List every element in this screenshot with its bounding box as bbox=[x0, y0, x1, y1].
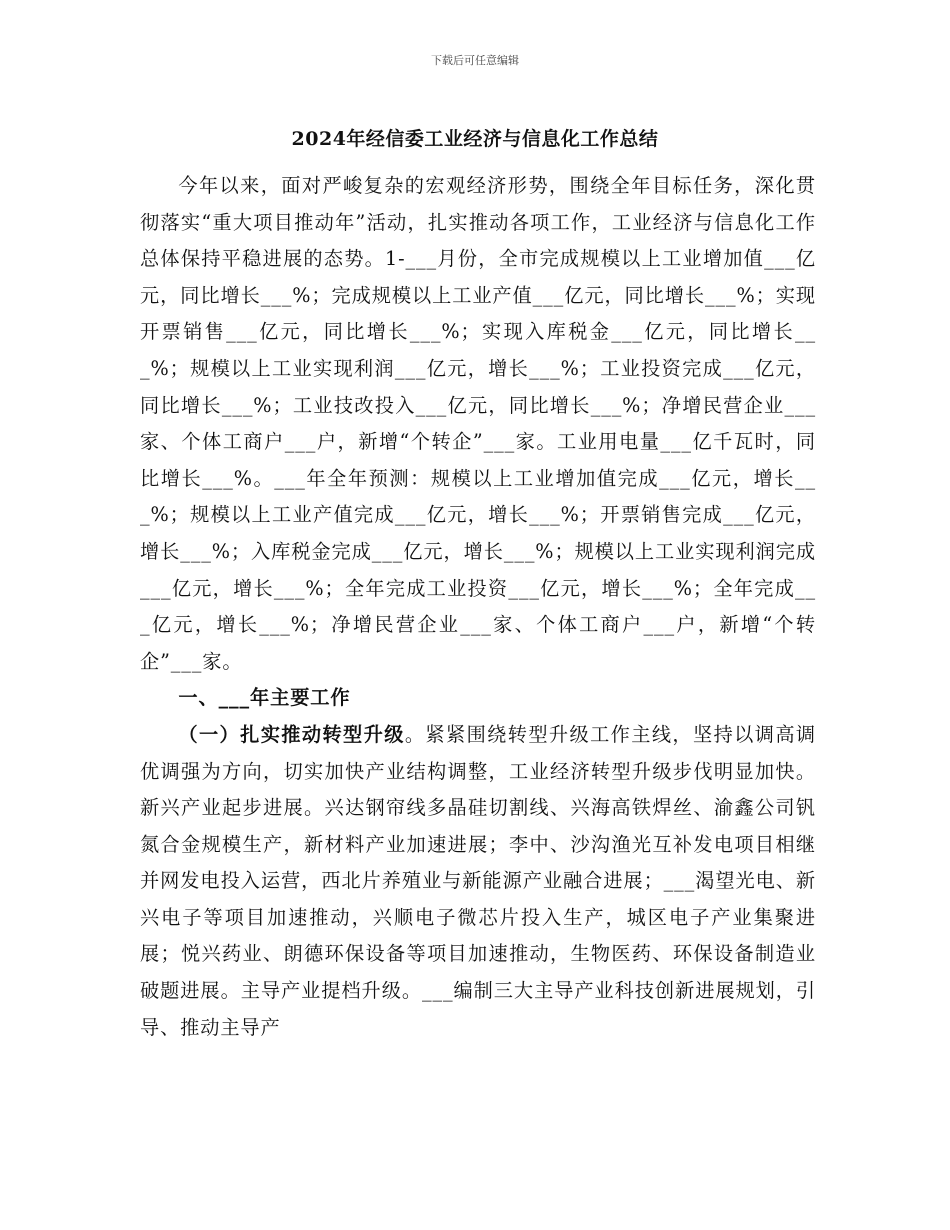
section-heading-main-work: 一、___年主要工作 bbox=[178, 686, 351, 710]
header-note: 下载后可任意编辑 bbox=[431, 54, 519, 67]
document-body bbox=[140, 168, 816, 1046]
subsection-paragraph-transformation bbox=[140, 717, 816, 1046]
intro-paragraph: 今年以来，面对严峻复杂的宏观经济形势，围绕全年目标任务，深化贯彻落实“重大项目推动年”活动，扎实推动各项工作，工业经济与信息化工作总体保持平稳进展的态势。1-___月份，全市完成规模以上工业增加值___亿元，同比增长___%；完成规模以上工业产值___亿元，同比增长___%；实现开票销售___亿元，同比增长___%；实现入库税金___亿元，同比增长___%；规模以上工业实现利润___亿元，增长___%；工业投资完成___亿元，同比增长___%；工业技改投入___亿元，同比增长___%；净增民营企业___家、个体工商户___户，新增“个转企”___家。工业用电量___亿千瓦时，同比增长___%。___年全年预测：规模以上工业增加值完成___亿元，增长___%；规模以上工业产值完成___亿元，增长___%；开票销售完成___亿元，增长___%；入库税金完成___亿元，增长___%；规模以上工业实现利润完成___亿元，增长___%；全年完成工业投资___亿元，增长___%；全年完成___亿元，增长___%；净增民营企业___家、个体工商户___户，新增“个转企”___家。 bbox=[140, 174, 816, 673]
subsection-heading-transformation: （一）扎实推动转型升级 bbox=[178, 722, 405, 746]
document-title: 2024年经信委工业经济与信息化工作总结 bbox=[291, 128, 659, 150]
subsection-text-transformation: 。紧紧围绕转型升级工作主线，坚持以调高调优调强为方向，切实加快产业结构调整，工业经济转型升级步伐明显加快。新兴产业起步进展。兴达钢帘线多晶硅切割线、兴海高铁焊丝、渝鑫公司钒氮合金规模生产，新材料产业加速进展；李中、沙沟渔光互补发电项目相继并网发电投入运营，西北片养殖业与新能源产业融合进展；___渴望光电、新兴电子等项目加速推动，兴顺电子微芯片投入生产，城区电子产业集聚进展；悦兴药业、朗德环保设备等项目加速推动，生物医药、环保设备制造业破题进展。主导产业提档升级。___编制三大主导产业科技创新进展规划，引导、推动主导产 bbox=[140, 722, 816, 1039]
